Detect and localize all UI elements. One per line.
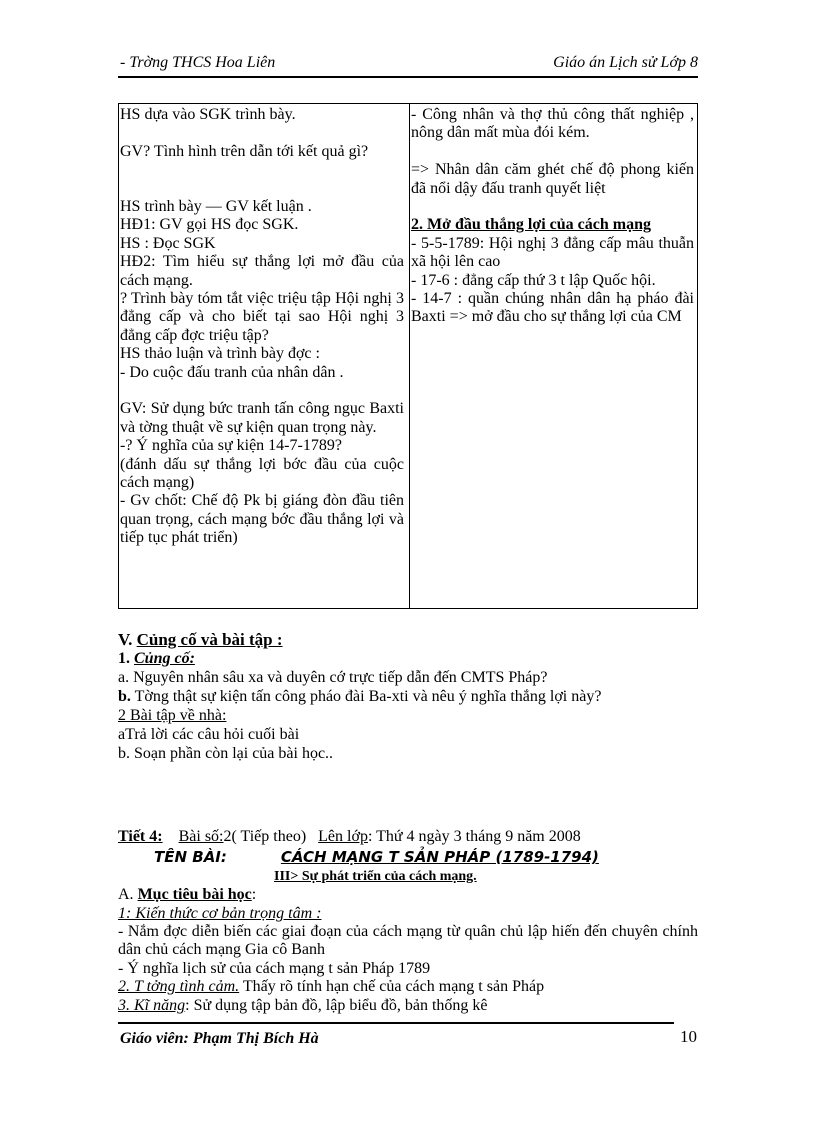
homework-title: 2 Bài tập về nhà:	[118, 707, 227, 724]
subsection-number: 1.	[118, 650, 134, 667]
question-b-label: b.	[118, 688, 131, 705]
table-left-column	[120, 106, 404, 548]
table-line: ? Trình bày tóm tắt việc triệu tập Hội nghị 3 đẳng cấp và cho biết tại sao Hội nghị 3 đẳng cấp đợc triệu tập?	[120, 290, 404, 344]
skills-label: 3. Kĩ năng	[118, 996, 186, 1014]
table-line: - Do cuộc đấu tranh của nhân dân .	[120, 363, 344, 381]
table-line: HĐ1: GV gọi HS đọc SGK.	[120, 216, 299, 234]
skills-text: : Sử dụng tập bản đồ, lập biểu đồ, bản thống kê	[185, 996, 488, 1014]
table-line: HS dựa vào SGK trình bày.	[120, 106, 296, 123]
footer-rule	[118, 1022, 674, 1024]
table-line: - 5-5-1789: Hội nghị 3 đẳng cấp mâu thuẫn xã hội lên cao	[411, 234, 694, 271]
knowledge-line: - Ý nghĩa lịch sử của cách mạng t sản Pháp 1789	[118, 959, 431, 977]
objectives-title: Mục tiêu bài học	[137, 886, 252, 904]
lesson-date: : Thứ 4 ngày 3 tháng 9 năm 2008	[367, 828, 581, 845]
table-right-column	[411, 106, 694, 327]
table-line: GV: Sử dụng bức tranh tấn công ngục Baxti và tờng thuật về sự kiện quan trọng này.	[120, 400, 404, 436]
lesson-title-row	[118, 848, 698, 867]
objectives-number: A.	[118, 886, 138, 904]
section-number: V.	[118, 630, 137, 649]
page-number: 10	[680, 1027, 697, 1046]
lesson-plan	[118, 828, 698, 1015]
table-line: => Nhân dân căm ghét chế độ phong kiến đã nổi dậy đấu tranh quyết liệt	[411, 161, 694, 197]
spacer	[120, 161, 404, 179]
header-rule	[118, 76, 698, 78]
lesson-title-label: TÊN BÀI:	[154, 848, 227, 867]
section-title-text: Củng cố và bài tập :	[136, 630, 283, 649]
table-line: - 14-7 : quần chúng nhân dân hạ pháo đài Baxti => mở đầu cho sự thắng lợi của CM	[411, 290, 694, 326]
objectives-heading	[118, 886, 698, 904]
knowledge-heading: 1: Kiến thức cơ bản trọng tâm :	[118, 904, 322, 922]
lesson-part	[274, 868, 698, 886]
table-line: HS : Đọc SGK	[120, 234, 216, 252]
attitude-line	[118, 978, 698, 996]
lesson-number-label: Bài số:	[178, 828, 224, 845]
lesson-period: Tiết 4:	[118, 828, 163, 845]
table-line: - 17-6 : đẳng cấp thứ 3 t lập Quốc hội.	[411, 271, 656, 289]
objectives-colon: :	[251, 886, 257, 904]
homework-b: b. Soạn phần còn lại của bài học..	[118, 745, 334, 762]
table-line: GV? Tình hình trên dẫn tới kết quả gì?	[120, 142, 369, 160]
question-a: a. Nguyên nhân sâu xa và duyên cớ trực tiếp dẫn đến CMTS Pháp?	[118, 669, 548, 686]
question-b-text: Tờng thật sự kiện tấn công pháo đài Ba-xti và nêu ý nghĩa thắng lợi này?	[130, 688, 602, 705]
spacer	[120, 180, 404, 198]
table-line: - Gv chốt: Chế độ Pk bị giáng đòn đầu tiên quan trọng, cách mạng bớc đầu thắng lợi và tiếp tục phát triển)	[120, 492, 404, 547]
header-school: - Trờng THCS Hoa Liên	[120, 54, 276, 71]
attitude-label: 2. T tởng tình cảm.	[118, 978, 240, 996]
table-line: HĐ2: Tìm hiểu sự thắng lợi mở đầu của cách mạng.	[120, 253, 404, 289]
table-column-divider	[409, 103, 410, 609]
spacer	[411, 143, 694, 161]
section-heading: 2. Mở đầu thắng lợi của cách mạng	[411, 216, 651, 234]
lesson-title: CÁCH MẠNG T SẢN PHÁP (1789-1794)	[280, 848, 599, 867]
lesson-number: 2( Tiếp theo)	[223, 828, 307, 845]
section-title	[118, 630, 698, 649]
spacer	[120, 124, 404, 142]
homework-a: aTrả lời các câu hỏi cuối bài	[118, 726, 300, 743]
subsection-title-text: Củng cố:	[134, 650, 195, 667]
lesson-info	[118, 828, 698, 846]
knowledge-line: - Nắm đợc diễn biến các giai đoạn của cách mạng từ quân chủ lập hiến đến chuyên chính dân chủ cách mạng Gia cô Banh	[118, 923, 698, 959]
section-review	[118, 630, 698, 763]
question-b	[118, 687, 698, 706]
table-line: - Công nhân và thợ thủ công thất nghiệp , nông dân mất mùa đói kém.	[411, 106, 694, 142]
table-line: (đánh dấu sự thắng lợi bớc đầu của cuộc cách mạng)	[120, 455, 404, 492]
lesson-part-text: III> Sự phát triển của cách mạng.	[274, 868, 477, 884]
subsection-title	[118, 649, 698, 668]
footer-teacher: Giáo viên: Phạm Thị Bích Hà	[120, 1030, 319, 1047]
spacer	[411, 198, 694, 216]
spacer	[120, 382, 404, 400]
attitude-text: Thấy rõ tính hạn chế của cách mạng t sản Pháp	[239, 978, 545, 996]
header-subject: Giáo án Lịch sử Lớp 8	[553, 54, 698, 71]
skills-line	[118, 997, 698, 1015]
table-line: HS trình bày — GV kết luận .	[120, 197, 312, 215]
lesson-date-label: Lên lớp	[318, 828, 368, 845]
table-line: -? Ý nghĩa của sự kiện 14-7-1789?	[120, 437, 342, 455]
table-line: HS thảo luận và trình bày đợc :	[120, 345, 320, 363]
